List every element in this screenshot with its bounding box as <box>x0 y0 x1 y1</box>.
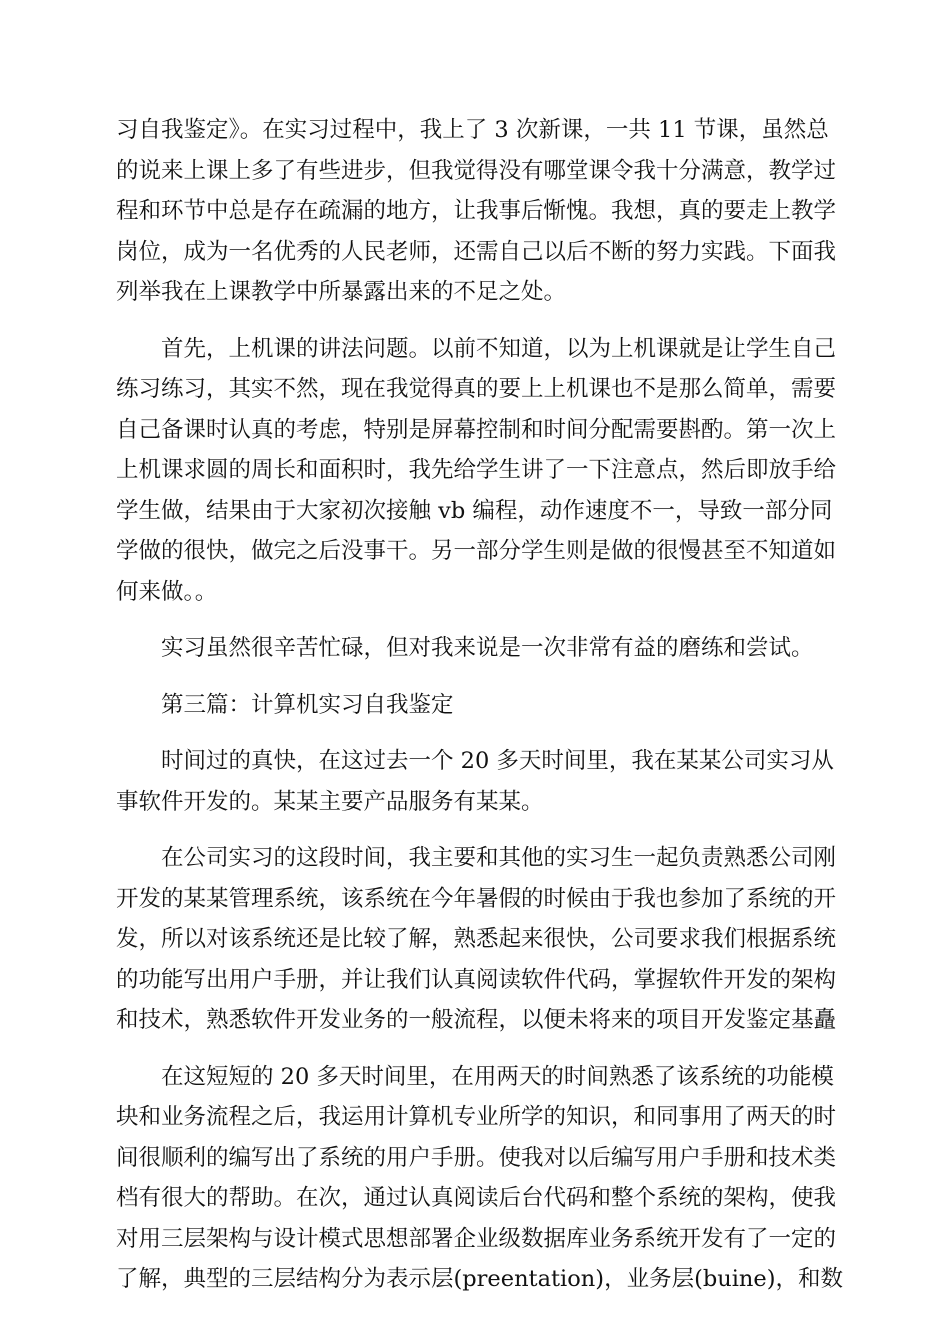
text-line: 列举我在上课教学中所暴露出来的不足之处。 <box>116 279 567 305</box>
text-line: 时间过的真快，在这过去一个 20 多天时间里，我在某某公司实习从 <box>161 748 834 774</box>
text-line: 首先，上机课的讲法问题。以前不知道，以为上机课就是让学生自己 <box>161 335 837 362</box>
text-line: 程和环节中总是存在疏漏的地方，让我事后惭愧。我想，真的要走上教学 <box>116 198 837 224</box>
text-line: 自己备课时认真的考虑，特别是屏幕控制和时间分配需要斟酌。第一次上 <box>116 416 837 443</box>
text-line: 开发的某某管理系统，该系统在今年暑假的时候由于我也参加了系统的开 <box>116 885 837 912</box>
text-line: 事软件开发的。某某主要产品服务有某某。 <box>116 788 544 815</box>
section-heading <box>116 685 834 726</box>
text-line: 上机课求圆的周长和面积时，我先给学生讲了一下注意点，然后即放手给 <box>116 457 837 483</box>
section-title: 第三篇：计算机实习自我鉴定 <box>161 691 454 718</box>
paragraph-summary <box>116 628 834 669</box>
text-line: 练习练习，其实不然，现在我觉得真的要上上机课也不是那么简单，需要 <box>116 376 837 402</box>
text-line: 学生做，结果由于大家初次接触 vb 编程，动作速度不一，导致一部分同 <box>116 497 833 524</box>
text-line: 实习虽然很辛苦忙碌，但对我来说是一次非常有益的磨练和尝试。 <box>161 635 814 661</box>
text-line: 对用三层架构与设计模式思想部署企业级数据库业务系统开发有了一定的 <box>116 1225 837 1252</box>
text-line: 的功能写出用户手册，并让我们认真阅读软件代码，掌握软件开发的架构 <box>116 966 837 993</box>
text-line: 块和业务流程之后，我运用计算机专业所学的知识，和同事用了两天的时 <box>116 1104 837 1130</box>
paragraph-internship-intro <box>116 741 834 822</box>
text-line: 在这短短的 20 多天时间里，在用两天的时间熟悉了该系统的功能模 <box>161 1063 834 1090</box>
text-line: 了解，典型的三层结构分为表示层(preentation)，业务层(buine)，和数 <box>116 1266 844 1292</box>
document-body <box>116 110 844 1316</box>
paragraph-company-work <box>116 838 837 1041</box>
text-line: 间很顺利的编写出了系统的用户手册。使我对以后编写用户手册和技术类 <box>116 1144 837 1171</box>
text-line: 岗位，成为一名优秀的人民老师，还需自己以后不断的努力实践。下面我 <box>116 238 837 265</box>
paragraph-lab-class-issues <box>116 329 837 613</box>
text-line: 的说来上课上多了有些进步，但我觉得没有哪堂课令我十分满意，教学过 <box>116 157 837 184</box>
text-line: 何来做。。 <box>116 578 218 605</box>
paragraph-twenty-days <box>116 1057 844 1300</box>
text-line: 习自我鉴定》。在实习过程中，我上了 3 次新课，一共 11 节课，虽然总 <box>116 117 829 143</box>
paragraph-self-assessment <box>116 110 837 313</box>
text-line: 发，所以对该系统还是比较了解，熟悉起来很快，公司要求我们根据系统 <box>116 926 837 952</box>
text-line: 档有很大的帮助。在次，通过认真阅读后台代码和整个系统的架构，使我 <box>116 1185 837 1211</box>
text-line: 和技术，熟悉软件开发业务的一般流程，以便未将来的项目开发鉴定基矗 <box>116 1007 837 1033</box>
text-line: 在公司实习的这段时间，我主要和其他的实习生一起负责熟悉公司刚 <box>161 845 837 871</box>
text-line: 学做的很快，做完之后没事干。另一部分学生则是做的很慢甚至不知道如 <box>116 538 837 564</box>
